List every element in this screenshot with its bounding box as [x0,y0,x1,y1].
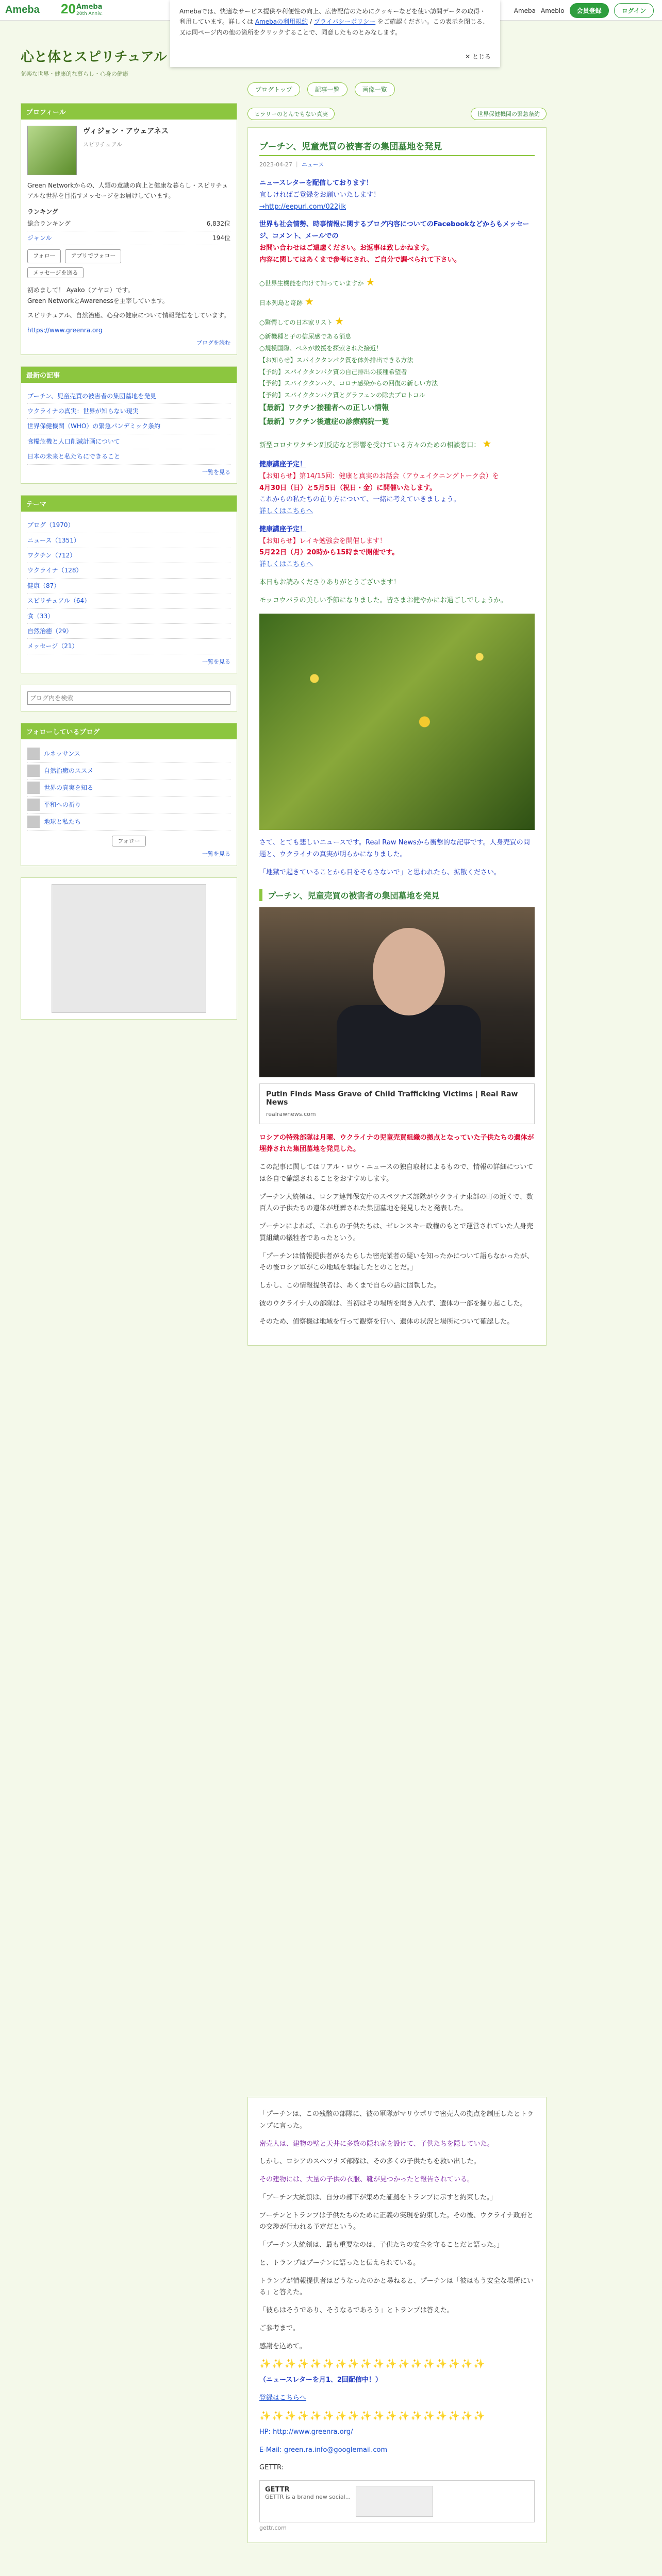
toc-label: 【お知らせ】スパイクタンパク質を体外排出できる方法 [259,356,413,364]
toc-label: ○世界生機能を向けて知っていますか [259,280,364,287]
theme-item[interactable]: ワクチン（712） [27,548,230,563]
body-text: 彼のウクライナ人の部隊は、当初はその場所を聞き入れず、遺体の一部を掘り起こした。 [259,1299,527,1308]
blog-thumbnail [27,748,40,760]
following-item[interactable] [27,814,230,831]
closing-text: ご参考まで。 [259,2324,300,2332]
contact-notice-3: 内容に関してはあくまで参考にされ、ご自分で調べられて下さい。 [259,256,461,264]
newsletter-footer: （ニュースレターを月1、2回配信中！） [259,2376,382,2384]
following-name[interactable]: 世界の真実を知る [44,784,94,792]
theme-more-link[interactable]: 一覧を見る [202,658,230,665]
gettr-card[interactable] [259,2480,535,2522]
profile-url-link[interactable]: https://www.greenra.org [27,326,103,334]
event-heading: 健康講座予定！ [259,461,307,469]
following-name[interactable]: 地球と私たち [44,818,81,826]
intro-text: さて、とても悲しいニュースです。Real Raw Newsから衝撃的な記事です。人身売買の問題と、ウクライナの真実が明らかになりました。 [259,839,530,859]
toc-label: 【予約】スパイクタンパク質の自己排出の接種希望者 [259,368,407,376]
body-text-highlight: 密売人は、建物の壁と天井に多数の隠れ家を設けて、子供たちを隠していた。 [259,2140,494,2148]
star-icon: ★ [482,437,492,450]
article-toc [259,272,535,429]
intro-text-2: 「地獄で起きていることから目をそらさないで」と思われたら、拡散ください。 [259,868,501,876]
homepage-link[interactable]: HP: http://www.greenra.org/ [259,2428,353,2436]
article-lower [247,2097,547,2543]
newsletter-notice: ニュースレターを配信しております！ [259,179,373,187]
closing-text-2: 感謝を込めて。 [259,2342,306,2350]
source-link-card[interactable] [259,1083,535,1124]
sidebar [21,103,237,1031]
article-meta: 2023-04-27 ｜ ニュース [259,161,324,168]
newsletter-notice-2: 宜しければご登録をお願いいたします！ [259,191,380,199]
profile-bio-2: Green NetworkとAwarenessを主宰しています。 [27,297,169,304]
profile-bio-1: 初めまして！ Ayako（アヤコ）です。 [27,286,134,294]
cookie-notice [170,0,500,67]
toc-label: 【予約】スパイクタンパク質とグラフェンの除去プロトコル [259,392,425,399]
profile-panel [21,103,237,355]
flower-photo[interactable] [259,614,535,830]
body-text: そのため、偵察機は地域を行って観察を行い、遺体の状況と場所について確認した。 [259,1317,514,1326]
photo-figure-face [373,928,445,1015]
recent-posts-heading: 最新の記事 [21,367,237,383]
blog-header [21,46,167,78]
body-text: 「プーチンは情報提供者がもたらした密売業者の疑いを知ったかについて語らなかったが、その後ロシア軍がこの地域を掌握したとのことだ。」 [259,1252,534,1272]
ranking-row [27,231,230,245]
toc-item[interactable] [259,343,535,354]
ad-panel [21,877,237,1020]
toc-item[interactable] [259,292,535,311]
blog-thumbnail [27,816,40,828]
covid-consult-text: 新型コロナワクチン副反応など影響を受けている方々のための相談窓口： [259,442,481,450]
section-heading: プーチン、児童売買の被害者の集団墓地を発見 [259,889,535,901]
notice-separator: / [308,18,314,26]
contact-notice: 世界も社会情勢、時事情報に関するブログ内容についてのFacebookなどからもメッセージ、コメント、メールでの [259,221,529,240]
body-text: 「彼らはそうであり、そうなるであろう」とトランプは答えた。 [259,2307,454,2314]
body-text: しかし、ロシアのスペツナズ部隊は、その多くの子供たちを救い出した。 [259,2158,481,2166]
follow-button[interactable]: フォロー [27,249,61,263]
theme-item[interactable]: 食（33） [27,609,230,624]
theme-item[interactable]: 健康（87） [27,579,230,594]
body-text: この記事に関してはリアル・ロウ・ニュースの独自取材によるもので、情報の詳細については各自で確認されることをおすすめします。 [259,1163,534,1183]
star-icon: ★ [366,276,375,289]
theme-item[interactable]: スピリチュアル（64） [27,594,230,608]
anniversary-logo-sub: 20th Anniv. [76,11,103,16]
article-continuation [247,2097,547,2543]
following-item[interactable] [27,745,230,762]
spring-text: モッコウバラの美しい季節になりました。皆さまお健やかにお過ごしでしょうか。 [259,596,507,604]
app-follow-button[interactable]: アプリでフォロー [65,249,121,263]
article-date: 2023-04-27 [259,161,292,168]
theme-item[interactable]: メッセージ（21） [27,639,230,654]
theme-item[interactable]: ウクライナ（128） [27,563,230,578]
toc-label: 【最新】ワクチン後遺症の診療病院一覧 [259,417,389,426]
following-item[interactable] [27,796,230,814]
search-panel [21,685,237,711]
event-text-3: 【お知らせ】レイキ勉強会を開催します！ [259,537,386,545]
source-card-title: Putin Finds Mass Grave of Child Trafficking Victims | Real Raw News [266,1090,518,1107]
event-date-2: 5月22日（月）20時から15時まで開催です。 [259,549,399,557]
login-button[interactable]: ログイン [614,3,654,18]
newsletter-footer-link[interactable]: 登録はこちらへ [259,2394,307,2402]
profile-name[interactable]: ヴィジョン・アウェアネス [83,127,169,135]
tab-image-list[interactable]: 画像一覧 [355,82,395,96]
gettr-card-desc: GETTR is a brand new social... [265,2494,351,2500]
body-text: と、トランプはプーチンに語ったと伝えられている。 [259,2259,420,2267]
photo-figure-body [337,1005,481,1077]
covid-consult [259,435,535,453]
blog-thumbnail [27,799,40,811]
event-text-2: これからの私たちの在り方について、一緒に考えていきましょう。 [259,496,460,504]
email-link[interactable]: E-Mail: green.ra.info@googlemail.com [259,2446,388,2454]
theme-item[interactable]: ニュース（1351） [27,533,230,548]
link-ameblo[interactable]: Ameblo [541,7,565,14]
toc-item[interactable] [259,389,535,401]
avatar[interactable] [27,126,77,175]
gettr-thumbnail [356,2486,433,2517]
event-date: 4月30日（日）と5月5日（祝日・金）に開催いたします。 [259,484,437,492]
following-heading: フォローしているブログ [21,723,237,739]
article [247,127,547,1346]
article-paging [247,108,547,120]
toc-item[interactable] [259,401,535,415]
recent-more-link[interactable]: 一覧を見る [202,468,230,476]
signup-button[interactable]: 会員登録 [570,3,609,18]
toc-item[interactable] [259,331,535,343]
event-detail-link-2[interactable]: 詳しくはこちらへ [259,561,313,569]
ranking-label: ランキング [27,208,58,215]
toc-item[interactable] [259,378,535,389]
blog-thumbnail [27,782,40,794]
star-divider: ✨✨✨✨✨✨✨✨✨✨✨✨✨✨✨✨✨✨ [259,2410,486,2421]
toc-item[interactable] [259,366,535,378]
ranking-key[interactable]: ジャンル [27,234,52,242]
privacy-link[interactable]: プライバシーポリシー [313,18,376,26]
toc-item[interactable] [259,272,535,292]
theme-panel [21,495,237,673]
theme-heading: テーマ [21,496,237,512]
toc-label: 【最新】ワクチン接種者への正しい情報 [259,404,389,413]
recent-post-item[interactable]: 世界保健機関（WHO）の緊急パンデミック条約 [27,419,230,434]
main-content [247,82,547,1346]
event-heading-2: 健康講座予定！ [259,525,307,533]
blog-subtitle: 気楽な世界・健康的な暮らし・心身の健康 [21,71,128,77]
contact-notice-2: お問い合わせはご遠慮ください。お返事は致しかねます。 [259,244,433,252]
ranking-value: 194位 [212,234,230,242]
toc-item[interactable] [259,354,535,366]
toc-label: 日本列島と奇跡 [259,299,303,307]
theme-item[interactable]: ブログ（1970） [27,518,230,533]
following-item[interactable] [27,762,230,779]
toc-label: ○新機種と子の信尿感である消息 [259,333,352,341]
profile-more-link[interactable]: ブログを読む [196,339,230,346]
ranking-row [27,217,230,231]
anniversary-logo-name: Ameba [76,3,103,11]
recent-post-item[interactable]: プーチン、児童売買の被害者の集団墓地を発見 [27,389,230,404]
star-icon: ★ [335,315,344,328]
body-text: しかし、この情報提供者は、あくまで自らの話に固執した。 [259,1282,441,1290]
article-theme-link[interactable]: ニュース [301,161,324,168]
body-text: 「プーチン大統領は、最も重要なのは、子供たちの安全を守ることだと語った。」 [259,2241,504,2249]
notice-text-2: をご確認ください。この表示を閉じる、又は同ページ内の他の箇所をクリックすることで、同意したものとみなします。 [179,18,489,36]
body-text-highlight: その建物には、大量の子供の衣服、靴が見つかったと報告されている。 [259,2176,474,2183]
star-icon: ★ [304,295,314,308]
following-panel [21,723,237,866]
theme-item[interactable]: 自然治癒（29） [27,624,230,639]
blog-title[interactable]: 心と体とスピリチュアル [21,49,167,64]
anniversary-logo-number: 20 [61,1,76,16]
gettr-label: GETTR: [259,2464,284,2472]
recent-post-item[interactable]: 食糧危機と人口削減計画について [27,434,230,449]
event-detail-link[interactable]: 詳しくはこちらへ [259,507,313,516]
recent-post-item[interactable]: 日本の未来と私たちにできること [27,449,230,464]
following-more-link[interactable]: 一覧を見る [202,851,230,858]
toc-label: 【予約】スパイクタンパク、コロナ感染からの回復の新しい方法 [259,380,438,387]
newsletter-link[interactable]: →http://eepurl.com/022jlk [259,202,346,211]
body-text: トランプが情報提供者はどうなったのかと尋ねると、プーチンは「彼はもう安全な場所にいる」と答えた。 [259,2277,534,2297]
message-button[interactable]: メッセージを送る [27,267,84,278]
profile-heading: プロフィール [21,104,237,120]
ranking-value: 6,832位 [206,220,230,228]
following-name[interactable]: 平和への祈り [44,801,81,809]
greeting-text: 本日もお読みくださりありがとうございます！ [259,578,401,586]
article-title[interactable]: プーチン、児童売買の被害者の集団墓地を発見 [259,139,535,156]
recent-post-item[interactable]: ウクライナの真実：世界が知らない現実 [27,404,230,419]
gettr-card-domain: gettr.com [259,2524,287,2531]
gettr-card-title: GETTR [265,2486,290,2494]
blog-search-input[interactable] [27,691,230,705]
blog-thumbnail [27,765,40,777]
profile-bio-3: スピリチュアル、自然治癒、心身の健康について情報発信をしています。 [27,312,230,319]
ameba-logo[interactable]: Ameba [5,4,40,15]
notice-close-button[interactable]: ✕ とじる [465,53,491,60]
recent-posts-panel [21,366,237,484]
body-text: プーチン大統領は、ロシア連邦保安庁のスペツナズ部隊がウクライナ東部の町の近くで、数百人の子供たちの遺体が埋葬された集団墓地を発見したと発表した。 [259,1193,533,1213]
following-item[interactable] [27,779,230,796]
blog-tabs [247,82,547,96]
follow-button-bottom[interactable]: フォロー [112,836,145,846]
event-text: 【お知らせ】第14/15回：健康と真実のお話会（アウェイクニングトーク会）を [259,472,499,480]
following-name[interactable]: 自然治癒のススメ [44,767,94,775]
star-divider: ✨✨✨✨✨✨✨✨✨✨✨✨✨✨✨✨✨✨ [259,2359,486,2370]
tab-blog-top[interactable]: ブログトップ [247,82,300,96]
body-text: 「プーチンは、この残骸の部隊に、彼の軍隊がマリウポリで密売人の拠点を制圧したとトランプに言った。 [259,2110,534,2130]
source-card-domain: realrawnews.com [266,1110,316,1117]
profile-tag: スピリチュアル [83,141,123,148]
toc-label: ○驚愕しての日本家リスト [259,319,333,327]
body-text: プーチンによれば、これらの子供たちは、ゼレンスキー政権のもとで運営されていた人身売買組織の犠牲者であったという。 [259,1223,534,1242]
ad-banner[interactable] [52,884,206,1013]
profile-intro: Green Networkからの、人類の意識の向上と健康な暮らし・スピリチュアルな世界を目指すメッセージをお届けしています。 [27,182,228,200]
putin-photo[interactable] [259,907,535,1077]
notice-text-1: Amebaでは、快適なサービス提供や利便性の向上、広告配信のためにクッキーなどを使い訪問データの取得・利用しています。詳しくは [179,8,486,26]
close-label: とじる [472,53,491,60]
next-article-link[interactable]: 世界保健機関の緊急条約 [471,108,547,120]
tab-article-list[interactable]: 記事一覧 [307,82,347,96]
terms-link[interactable]: Amebaの利用規約 [255,18,308,26]
link-ameba-top[interactable]: Ameba [514,7,536,14]
toc-label: ○規模国際、ベネが救援を探索された接近！ [259,345,383,352]
toc-item[interactable] [259,311,535,331]
toc-item[interactable] [259,415,535,429]
ranking-key: 総合ランキング [27,220,71,228]
lead-text: ロシアの特殊部隊は月曜、ウクライナの児童売買組織の拠点となっていた子供たちの遺体が埋葬された集団墓地を発見した。 [259,1133,534,1154]
body-text: 「プーチン大統領は、自分の部下が集めた証拠をトランプに示すと約束した。」 [259,2193,497,2201]
following-name[interactable]: ルネッサンス [44,750,80,758]
body-text: プーチンとトランプは子供たちのために正義の実現を約束した。その後、ウクライナ政府との交渉が行われる予定だという。 [259,2211,534,2231]
prev-article-link[interactable]: ヒラリーのとんでもない真実 [247,108,335,120]
